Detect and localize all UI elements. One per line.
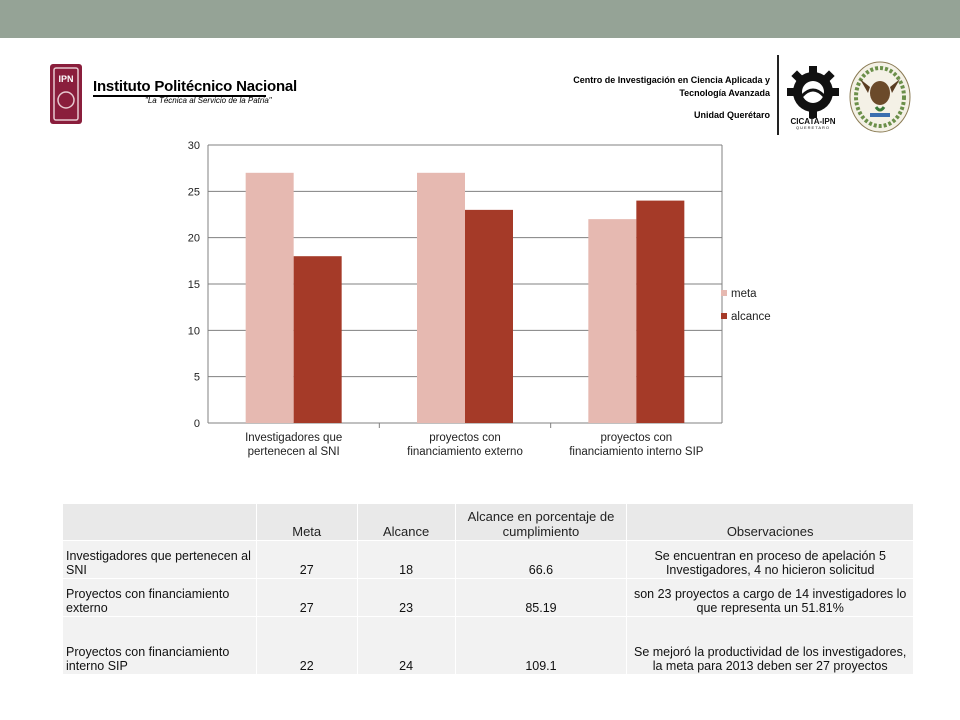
observation-text: Se encuentran en proceso de apelación 5 Investigadores, 4 no hicieron solicitud bbox=[627, 541, 914, 579]
observation-text: son 23 proyectos a cargo de 14 investigadores lo que representa un 51.81% bbox=[627, 579, 914, 617]
y-tick-label: 20 bbox=[187, 232, 200, 245]
row-label: Investigadores que pertenecen al SNI bbox=[63, 541, 257, 579]
ipn-logo bbox=[48, 62, 84, 126]
x-tick-label: Investigadores que pertenecen al SNI bbox=[245, 432, 343, 458]
top-banner bbox=[0, 0, 960, 38]
alcance-value: 23 bbox=[357, 579, 455, 617]
y-tick-label: 10 bbox=[187, 325, 200, 338]
observation-text: Se mejoró la productividad de los investigadores, la meta para 2013 deben ser 27 proyectos bbox=[627, 617, 914, 675]
y-tick-label: 25 bbox=[187, 186, 200, 199]
row-label: Proyectos con financiamiento externo bbox=[63, 579, 257, 617]
alcance-value: 18 bbox=[357, 541, 455, 579]
legend-label-meta: meta bbox=[731, 288, 757, 300]
y-tick-label: 15 bbox=[187, 279, 200, 291]
cicata-logo bbox=[784, 66, 842, 130]
cicata-name-line1: Centro de Investigación en Ciencia Aplicada y bbox=[573, 75, 770, 85]
bar-meta bbox=[588, 219, 636, 423]
ipn-slogan: "La Técnica al Servicio de la Patria" bbox=[145, 96, 272, 105]
table-row bbox=[63, 579, 914, 617]
x-tick-label: proyectos con financiamiento externo bbox=[407, 432, 523, 458]
header-divider bbox=[777, 55, 779, 135]
ipn-logo-text: IPN bbox=[58, 74, 74, 84]
table-header-alcance: Alcance bbox=[357, 504, 455, 541]
alcance-value: 24 bbox=[357, 617, 455, 675]
bar-chart bbox=[150, 135, 790, 470]
legend-swatch-alcance bbox=[721, 313, 727, 319]
ipn-name: Instituto Politécnico Nacional bbox=[93, 78, 298, 95]
y-tick-label: 30 bbox=[187, 140, 200, 152]
x-tick-label: proyectos con financiamiento interno SIP bbox=[569, 432, 704, 458]
cicata-logo-text: CICATA-IPN bbox=[790, 117, 836, 126]
table-header-empty bbox=[63, 504, 257, 541]
bar-alcance bbox=[294, 256, 342, 423]
table-row bbox=[63, 617, 914, 675]
table-header-observations: Observaciones bbox=[627, 504, 914, 541]
meta-value: 27 bbox=[256, 579, 357, 617]
bar-meta bbox=[417, 173, 465, 423]
row-label: Proyectos con financiamiento interno SIP bbox=[63, 617, 257, 675]
cicata-logo-subtext: QUERETARO bbox=[795, 125, 831, 130]
bar-meta bbox=[246, 173, 294, 423]
cicata-unit: Unidad Querétaro bbox=[693, 110, 770, 120]
table-header-row bbox=[63, 504, 914, 541]
table-header-meta: Meta bbox=[256, 504, 357, 541]
percentage-value: 85.19 bbox=[455, 579, 627, 617]
meta-value: 22 bbox=[256, 617, 357, 675]
y-tick-label: 5 bbox=[193, 371, 200, 384]
legend-swatch-meta bbox=[721, 290, 727, 296]
cicata-name-line2: Tecnología Avanzada bbox=[679, 88, 770, 98]
meta-value: 27 bbox=[256, 541, 357, 579]
bar-alcance bbox=[636, 201, 684, 423]
mexico-seal bbox=[846, 57, 914, 135]
percentage-value: 109.1 bbox=[455, 617, 627, 675]
bar-alcance bbox=[465, 210, 513, 423]
table-header-percentage: Alcance en porcentaje de cumplimiento bbox=[455, 504, 627, 541]
table-row bbox=[63, 541, 914, 579]
results-table bbox=[62, 503, 914, 675]
y-tick-label: 0 bbox=[193, 418, 200, 430]
percentage-value: 66.6 bbox=[455, 541, 627, 579]
legend-label-alcance: alcance bbox=[731, 311, 771, 323]
